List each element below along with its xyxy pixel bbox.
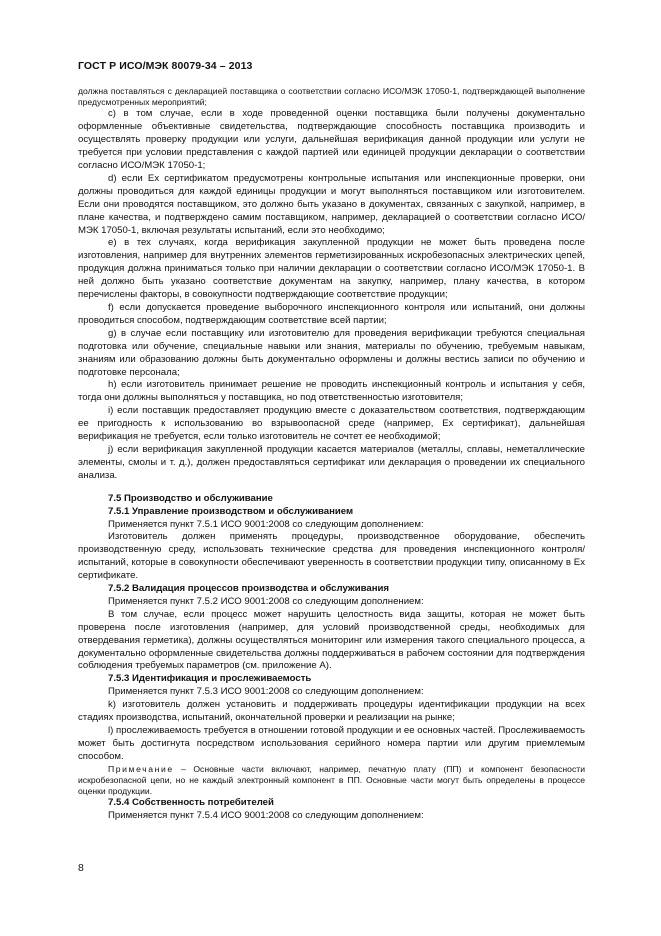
section-7-5-3-item-l: l) прослеживаемость требуется в отношении готовой продукции и ее основных частей. Прослеживаемость может быть достигнута посредством использования серийного номера партии или другим приемлемым способом. [78, 725, 585, 762]
note [78, 764, 585, 798]
note-text: – Основные части включают, например, печатную плату (ПП) и компонент безопасности искробезопасной цепи, но не каждый электронный компонент в ПП. Основные части могут быть определены в процессе оценки продукции. [78, 763, 585, 797]
paragraph-g: g) в случае если поставщику или изготовителю для проведения верификации требуются специальная подготовка или обучение, специальные навыки или знания, материалы по обучению, требуемым навыкам, знаниям или образованию должны быть документально оформлены и должны вестись записи по обучению и подготовке персонала; [78, 327, 585, 378]
section-gap [78, 483, 585, 493]
paragraph-intro: должна поставляться с декларацией поставщика о соответствии согласно ИСО/МЭК 17050-1, подтверждающей выполнение предусмотренных мероприятий; [78, 86, 585, 108]
section-7-5-4-applies: Применяется пункт 7.5.4 ИСО 9001:2008 со следующим дополнением: [108, 810, 424, 822]
paragraph-f: f) если допускается проведение выборочного инспекционного контроля или испытаний, они должны проводиться способом, подтверждающим соответствие всей партии; [78, 302, 585, 326]
section-7-5-1-applies: Применяется пункт 7.5.1 ИСО 9001:2008 со следующим дополнением: [108, 518, 424, 530]
note-label: Примечание [108, 763, 174, 774]
page-number: 8 [78, 862, 84, 874]
section-7-5-2-text: В том случае, если процесс может нарушить целостность вида защиты, которая не может быть проверена после изготовления (например, для условий производственной среды, необходимых для отвердевания герметика), должны осуществляться мониторинг или измерения такого специального процесса, а документально оформленные свидетельства должны поддерживаться в рабочем состоянии для подтверждения соблюдения требуемых параметров (см. приложение А). [78, 608, 585, 672]
section-7-5-3-title: 7.5.3 Идентификация и прослеживаемость [108, 673, 312, 685]
paragraph-d: d) если Ex сертификатом предусмотрены контрольные испытания или инспекционные проверки, они должны проводиться для каждой единицы продукции и могут выполняться поставщиком или изготовителем. Если они проводятся поставщиком, это должно быть указано в документах, связанных с закупкой, например, в плане качества, и подтверждено самим поставщиком, например, декларацией о соответствии согласно ИСО/МЭК 17050-1, включая результаты испытаний, если это необходимо; [78, 172, 585, 236]
section-7-5-title: 7.5 Производство и обслуживание [108, 492, 273, 504]
document-body [78, 86, 585, 823]
section-7-5-1-text: Изготовитель должен применять процедуры, производственное оборудование, обеспечить производственную среду, использовать технические средства для проведения инспекционного контроля/испытаний, которые в совокупности обеспечивают уверенность в соответствии продукции типу, описанному в Ex сертификате. [78, 531, 585, 582]
section-7-5-3-item-k: k) изготовитель должен установить и поддерживать процедуры идентификации продукции на всех стадиях производства, испытаний, окончательной проверки и реализации на рынке; [78, 699, 585, 724]
document-header: ГОСТ Р ИСО/МЭК 80079-34 – 2013 [78, 60, 253, 72]
paragraph-h: h) если изготовитель принимает решение не проводить инспекционный контроль и испытания у себя, тогда они должны выполняться у поставщика, но под ответственностью изготовителя; [78, 379, 585, 404]
section-7-5-3-applies: Применяется пункт 7.5.3 ИСО 9001:2008 со следующим дополнением: [108, 686, 424, 698]
paragraph-e: e) в тех случаях, когда верификация закупленной продукции не может быть проведена после изготовления, например для внутренних элементов герметизированных искробезопасных электрических цепей, продукция должна приниматься только при наличии декларации о соответствии согласно ИСО/МЭК 17050-1. В ней должно быть указано соответствие документам на закупку, например, плану качества, в котором перечислены факторы, в совокупности подтверждающие соответствие продукции; [78, 237, 585, 301]
paragraph-c: c) в том случае, если в ходе проведенной оценки поставщика были получены документально оформленные объективные свидетельства, подтверждающие способность поставщика производить и осуществлять проверку продукции или услуги, дальнейшая верификация данной продукции или услуги не требуется при условии представления с каждой партией или единицей продукции декларации о соответствии согласно ИСО/МЭК 17050-1; [78, 108, 585, 172]
section-7-5-4-title: 7.5.4 Собственность потребителей [108, 797, 274, 809]
paragraph-j: j) если верификация закупленной продукции касается материалов (металлы, сплавы, неметаллические элементы, смолы и т. д.), должен предоставляться сертификат или декларация о проведении их специального анализа. [78, 443, 585, 481]
section-7-5-2-title: 7.5.2 Валидация процессов производства и обслуживания [108, 583, 389, 595]
section-7-5-2-applies: Применяется пункт 7.5.2 ИСО 9001:2008 со следующим дополнением: [108, 595, 424, 607]
paragraph-i: i) если поставщик предоставляет продукцию вместе с доказательством соответствия, подтверждающим ее пригодность к использованию во взрывоопасной среде (например, Ex сертификат), дальнейшая верификация не требуется, если только изготовитель не сочтет ее необходимой; [78, 405, 585, 443]
section-7-5-1-title: 7.5.1 Управление производством и обслуживанием [108, 505, 354, 517]
